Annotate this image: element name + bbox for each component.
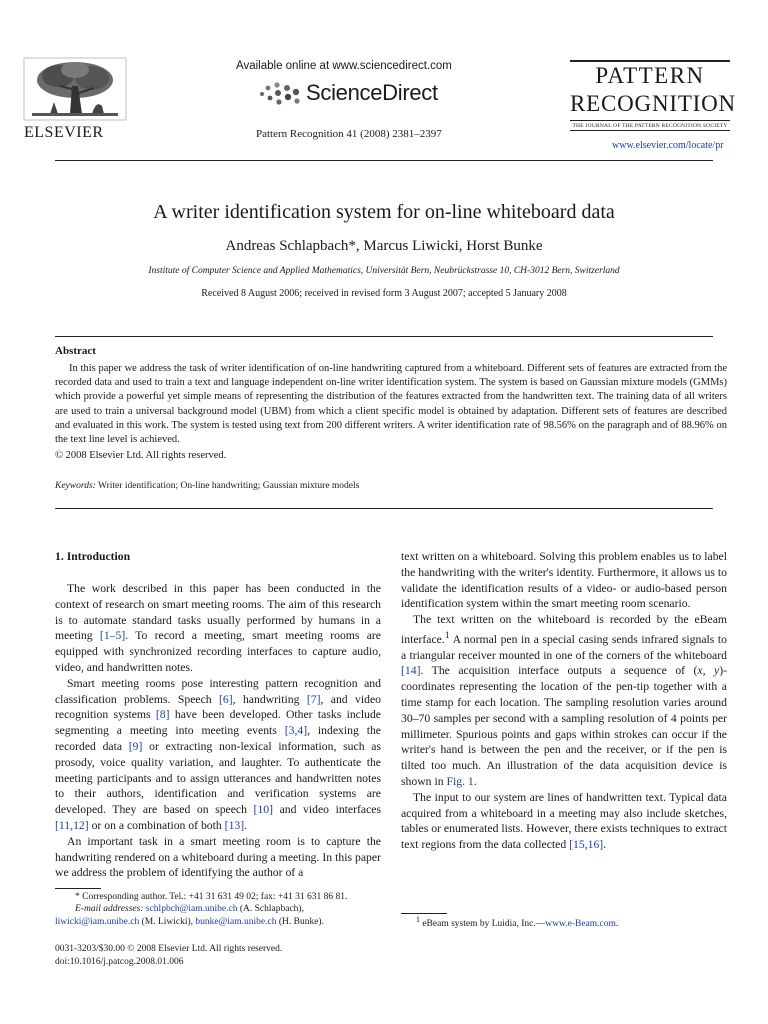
journal-title-line1: PATTERN: [595, 63, 705, 88]
journal-title: [570, 62, 736, 118]
sciencedirect-wordmark: ScienceDirect: [306, 80, 438, 105]
ebeam-link[interactable]: www.e-Beam.com: [545, 919, 616, 930]
math-text: x, y: [697, 664, 720, 678]
citation-link[interactable]: [14]: [401, 664, 421, 678]
footnote-number: 1: [416, 915, 420, 924]
citation-link[interactable]: [13]: [224, 818, 245, 832]
text-run: Smart meeting rooms pose interesting pattern recognition and classification problems. Speech: [55, 676, 381, 706]
email-line-1: [55, 903, 385, 915]
abstract-heading: Abstract: [55, 345, 96, 357]
abstract-copyright: © 2008 Elsevier Ltd. All rights reserved.: [55, 450, 227, 461]
text-run: , and video recognition systems: [55, 692, 382, 722]
text-run: .: [603, 838, 607, 852]
left-column: [55, 581, 381, 881]
available-online-text: Available online at www.sciencedirect.com: [236, 60, 452, 72]
issn-line: 0031-3203/$30.00 © 2008 Elsevier Ltd. All rights reserved.: [55, 944, 283, 954]
abstract-text: In this paper we address the task of writer identification of on-line handwriting captured from a whiteboard. Different sets of features are extracted from the recorded data and used to train a text and language independent on-line writer identification system. The system is based on Gaussian mixture models (GMMs) which provide a powerful yet simple means of representing the distribution of the features extracted from the handwritten text. The training data of all writers are used to train a universal background model (UBM) from which a client specific model is obtained by adaptation. Different sets of features are described and evaluated in this work. The system is tested using text from 200 different writers. A writer identification rate of 98.56% on the paragraph and of 88.96% on the text line level is achieved.: [55, 363, 727, 446]
citation-link[interactable]: [8]: [155, 708, 170, 722]
citation-link[interactable]: [1–5]: [99, 629, 126, 643]
text-run: or extracting non-lexical information, such as prosody, voice quality variation, and laughter. To authenticate the meeting participants and to assign utterances and handwritten notes to their authors, identification and verification systems are developed. They are based on speech: [55, 739, 382, 817]
text-run: , handwriting: [232, 692, 307, 706]
article-authors: Andreas Schlapbach*, Marcus Liwicki, Horst Bunke: [225, 238, 543, 254]
corresponding-author-note: * Corresponding author. Tel.: +41 31 631 49 02; fax: +41 31 631 86 81.: [75, 892, 348, 902]
text-run: The input to our system are lines of handwritten text. Typical data acquired from a whiteboard in a meeting may also include sketches, tables or enumerated lists. However, there exists techniques to extract text regions from the data collected: [401, 790, 727, 852]
text-run: .: [244, 818, 248, 832]
masthead-rule-bottom: [570, 130, 730, 131]
text-run: An important task in a smart meeting room is to capture the handwriting rendered on a whiteboard during a meeting. In this paper we address the problem of identifying the author of a: [55, 834, 381, 880]
footnote-text: eBeam system by Luidia, Inc.—: [419, 919, 546, 930]
paragraph: [401, 612, 727, 790]
text-run: .: [473, 775, 477, 789]
text-run: The text written on the whiteboard is recorded by the eBeam interface.: [401, 613, 727, 646]
paragraph: [55, 581, 381, 676]
section-heading-introduction: 1. Introduction: [55, 550, 131, 563]
journal-masthead: [570, 60, 736, 131]
masthead-rule-mid: [570, 120, 730, 121]
journal-title-line2: RECOGNITION: [570, 91, 736, 116]
email-link-liwicki[interactable]: liwicki@iam.unibe.ch: [55, 916, 140, 927]
article-title: A writer identification system for on-line whiteboard data: [153, 201, 615, 223]
text-run: or on a combination of both: [88, 818, 225, 832]
email-line-2: [55, 916, 385, 928]
citation-link[interactable]: [3,4]: [284, 724, 308, 738]
paragraph: [55, 834, 381, 881]
text-run: and video interfaces: [273, 803, 382, 817]
citation-link[interactable]: [7]: [306, 692, 321, 706]
article-identifiers: [55, 943, 282, 968]
right-column: [401, 549, 727, 853]
journal-url-link[interactable]: www.elsevier.com/locate/pr: [612, 140, 724, 151]
journal-reference: Pattern Recognition 41 (2008) 2381–2397: [256, 128, 442, 140]
doi-line: doi:10.1016/j.patcog.2008.01.006: [55, 956, 184, 967]
header-divider: [55, 160, 713, 161]
keywords-label: Keywords:: [55, 481, 96, 491]
paragraph: [55, 676, 381, 834]
email-owner: (H. Bunke).: [276, 916, 324, 927]
footnote-marker: 1: [444, 629, 450, 641]
text-run: text written on a whiteboard. Solving this problem enables us to label the handwriting with the writer's identity. Furthermore, it allows us to validate the identification results of a video- or audio-based person identification system within the smart meeting room scenario.: [401, 550, 727, 611]
paragraph: [401, 790, 727, 853]
footnote-end: .: [615, 919, 619, 930]
text-run: A normal pen in a special casing sends infrared signals to a triangular receiver mounted in one of the corners of the whiteboard: [401, 632, 727, 662]
journal-subtitle: THE JOURNAL OF THE PATTERN RECOGNITION SOCIETY: [572, 123, 728, 129]
footnote-rule-left: [55, 888, 101, 889]
author-affiliation: Institute of Computer Science and Applied Mathematics, Universität Bern, Neubrückstrasse 10, CH-3012 Bern, Switzerland: [148, 266, 620, 276]
abstract-top-divider: [55, 336, 713, 337]
author-footnotes: [55, 891, 385, 928]
email-owner: (A. Schlapbach),: [237, 904, 304, 915]
text-run: The work described in this paper has been conducted in the context of research on smart meeting rooms. The aim of this research is to automate standard tasks usually performed by humans in a meeting: [55, 582, 381, 643]
text-run: have been developed. Other tasks include segmenting a meeting into meeting events: [55, 708, 381, 738]
email-owner: (M. Liwicki),: [139, 916, 196, 927]
text-run: , indexing the recorded data: [55, 724, 381, 753]
text-run: . The acquisition interface outputs a sequence of (: [420, 664, 698, 678]
keywords: [55, 481, 359, 491]
sciencedirect-dots-icon: [258, 78, 304, 108]
footnote-rule-right: [401, 913, 447, 914]
citation-link[interactable]: [10]: [253, 803, 274, 817]
email-link-schlapbach[interactable]: schlpbch@iam.unibe.ch: [145, 904, 238, 915]
publisher-name: ELSEVIER: [24, 124, 104, 141]
email-label: E-mail addresses:: [75, 904, 144, 915]
citation-link[interactable]: [6]: [219, 692, 233, 706]
citation-link[interactable]: Fig. 1: [446, 775, 474, 789]
citation-link[interactable]: [11,12]: [55, 818, 89, 832]
citation-link[interactable]: [9]: [128, 739, 143, 753]
abstract-bottom-divider: [55, 508, 713, 509]
citation-link[interactable]: [15,16]: [569, 838, 604, 852]
keywords-list: Writer identification; On-line handwriting; Gaussian mixture models: [98, 481, 360, 491]
paragraph: [401, 549, 727, 612]
sciencedirect-logo: [258, 78, 438, 108]
text-run: . To record a meeting, smart meeting rooms are equipped with synchronized recording interfaces to capture audio, video, and handwritten notes.: [55, 629, 381, 674]
email-link-bunke[interactable]: bunke@iam.unibe.ch: [195, 916, 277, 927]
text-run: )-coordinates representing the location of the pen-tip together with a time stamp for each location. The sampling resolution varies around 30–70 samples per second with a sampling resolution of 4 points per millimeter. Spurious points and gaps within strokes can occur if the writer's hand is between the pen and the receiver, or if the pen is tilted too much. An illustration of the data acquisition device is shown in: [401, 664, 727, 789]
footnote-1: [416, 915, 618, 929]
received-dates: Received 8 August 2006; received in revised form 3 August 2007; accepted 5 January 2008: [201, 288, 567, 299]
